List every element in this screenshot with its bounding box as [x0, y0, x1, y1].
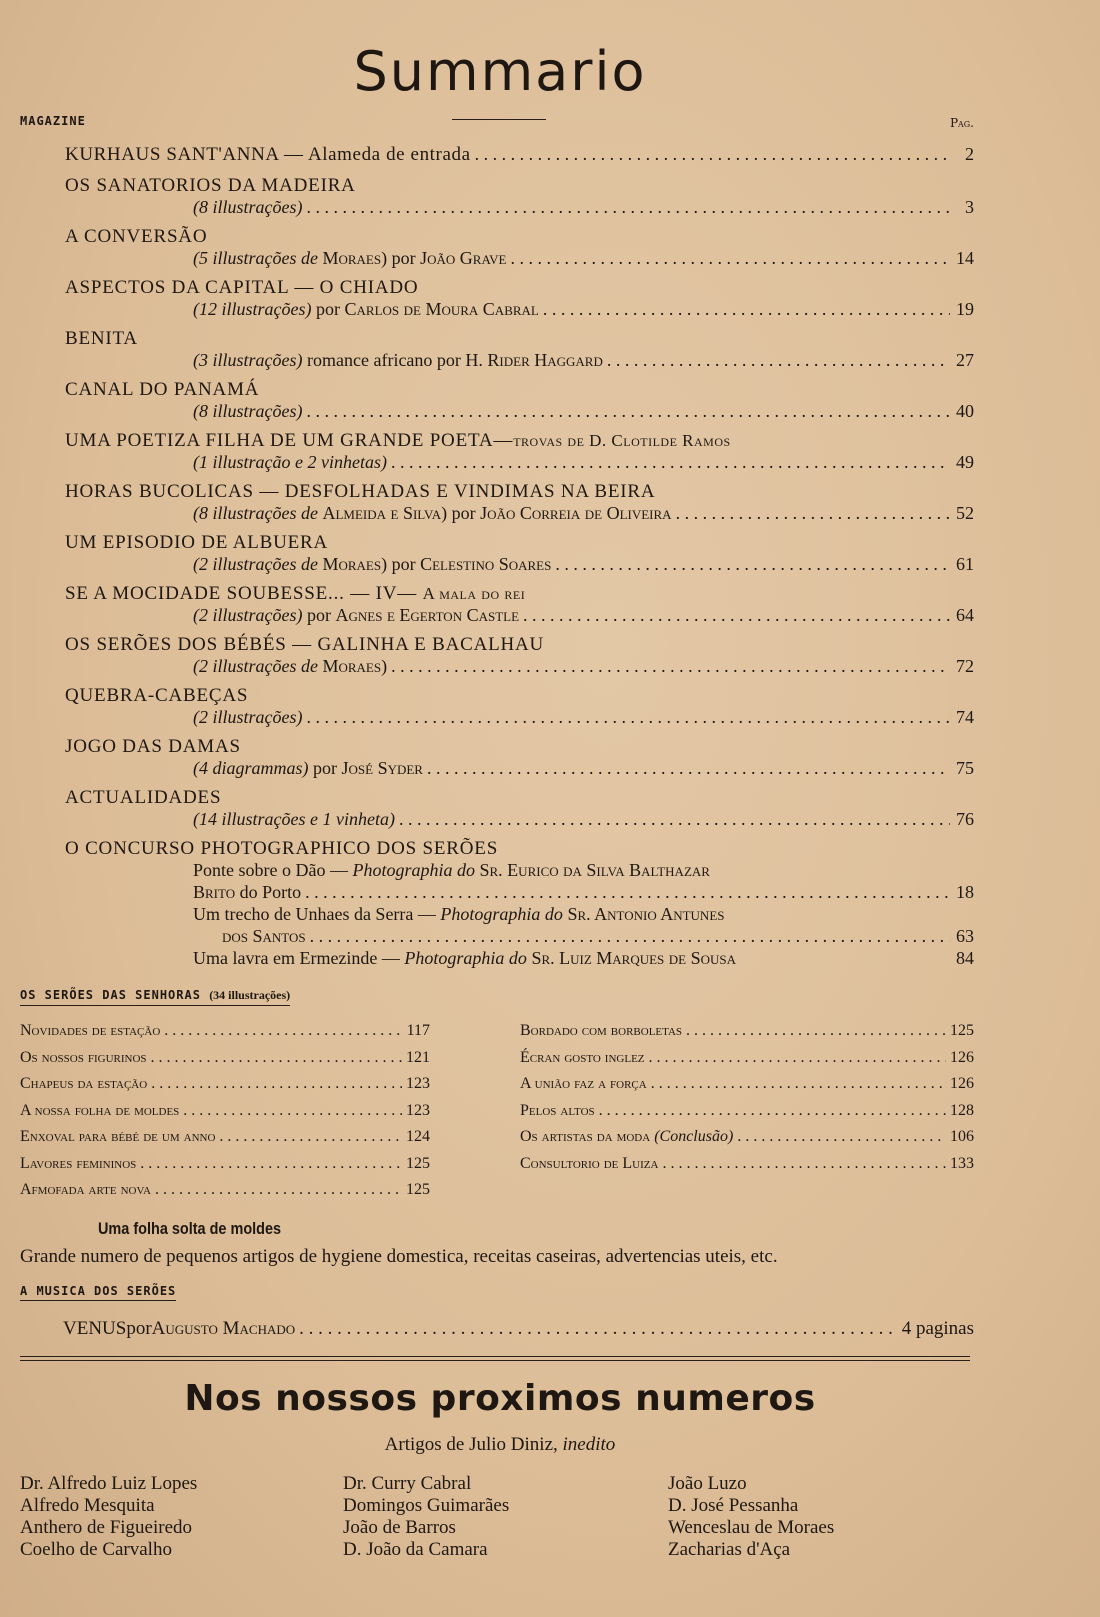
toc-entry	[65, 144, 974, 166]
magazine-header: MAGAZINE	[20, 114, 86, 128]
entry-page: 84	[956, 948, 974, 968]
list-item	[20, 1102, 430, 1129]
entry-desc: (8 illustrações)	[193, 401, 303, 421]
list-item	[520, 1022, 974, 1049]
item-page: 124	[406, 1128, 430, 1145]
entry-desc-rest: por	[311, 299, 345, 319]
item-label: Enxoval para bébé de um anno	[20, 1128, 216, 1145]
senhoras-left-column	[20, 1022, 430, 1208]
list-item	[520, 1102, 974, 1129]
senhoras-header-note: (34 illustrações)	[209, 988, 291, 1002]
entry-desc: (12 illustrações)	[193, 299, 312, 319]
entry-desc: (3 illustrações)	[193, 350, 303, 370]
photo-entry-line1	[193, 860, 970, 881]
entry-title: CANAL DO PANAMÁ	[65, 379, 260, 400]
entry-author: João Correia de Oliveira	[480, 503, 672, 523]
entry-title: BENITA	[65, 328, 138, 349]
author-name: Dr. Curry Cabral	[343, 1473, 472, 1494]
entry-desc: (8 illustrações de	[193, 503, 323, 523]
entry-title-main: UMA POETIZA FILHA DE UM GRANDE POETA—	[65, 430, 514, 451]
photo-caption: Um trecho de Unhaes da Serra —	[193, 904, 441, 924]
photo-author: Sr. Antonio Antunes	[567, 904, 725, 924]
photo-author-rest: do Porto	[235, 882, 302, 902]
entry-illustrator: Moraes	[322, 248, 382, 268]
entry-page: 27	[956, 350, 974, 370]
photo-credit: Photographia do	[440, 904, 568, 924]
author-name: Wenceslau de Moraes	[668, 1517, 835, 1538]
entry-subtitle: trovas de D. Clotilde Ramos	[513, 431, 731, 450]
photo-credit: Photographia do	[352, 860, 480, 880]
musica-header: A MUSICA DOS SERÕES	[20, 1284, 176, 1301]
entry-page: 19	[956, 299, 974, 319]
toc-entry	[193, 197, 974, 218]
folha-heading: Uma folha solta de moldes	[98, 1219, 282, 1238]
entry-title: O CONCURSO PHOTOGRAPHICO DOS SERÕES	[65, 838, 499, 859]
entry-page: 2	[965, 144, 974, 164]
item-page: 125	[950, 1022, 974, 1039]
entry-title: QUEBRA-CABEÇAS	[65, 685, 249, 706]
musica-entry	[63, 1318, 974, 1340]
entry-title: OS SERÕES DOS BÉBÉS — GALINHA E BACALHAU	[65, 634, 545, 655]
entry-desc: (2 illustrações de	[193, 656, 323, 676]
musica-author: Augusto Machado	[151, 1318, 296, 1339]
header-rule	[452, 119, 546, 120]
entry-title	[65, 430, 731, 452]
entry-illustrator: Almeida e Silva	[322, 503, 442, 523]
author-name: Anthero de Figueiredo	[20, 1517, 193, 1538]
entry-page: 64	[956, 605, 974, 625]
author-name: Dr. Alfredo Luiz Lopes	[20, 1473, 198, 1494]
entry-title: A CONVERSÃO	[65, 226, 208, 247]
photo-author: dos Santos	[222, 926, 306, 946]
photo-entry-line2	[222, 926, 974, 947]
entry-illustrator: Moraes	[322, 656, 382, 676]
item-label: Bordado com borboletas	[520, 1022, 683, 1039]
entry-title: ASPECTOS DA CAPITAL — O CHIADO	[65, 277, 419, 298]
musica-pages: 4 paginas	[901, 1318, 974, 1339]
entry-desc-rest: por	[308, 758, 342, 778]
item-label: Écran gosto inglez	[520, 1048, 645, 1066]
photo-author: Sr. Eurico da Silva Balthazar	[479, 860, 710, 880]
item-page: 133	[950, 1154, 974, 1172]
item-label: Consultorio de Luiza	[520, 1154, 659, 1172]
toc-entry	[193, 554, 974, 575]
toc-entry	[193, 758, 974, 779]
page-title: Summario	[353, 40, 647, 103]
entry-subtitle: A mala do rei	[422, 584, 526, 603]
photo-author: Brito	[193, 882, 236, 902]
proximos-subtitle	[0, 1434, 1000, 1456]
authors-column-1	[20, 1473, 197, 1561]
musica-title: VENUS	[63, 1318, 127, 1339]
musica-by: por	[126, 1318, 152, 1339]
entry-title-main: SE A MOCIDADE SOUBESSE... — IV—	[65, 583, 423, 604]
item-label: Afmofada arte nova	[20, 1181, 151, 1198]
author-name: João de Barros	[343, 1517, 456, 1538]
toc-entry	[193, 452, 974, 473]
entry-desc: (2 illustrações)	[193, 707, 303, 727]
item-label-note: (Conclusão)	[654, 1128, 734, 1145]
entry-desc: (4 diagrammas)	[193, 758, 309, 778]
entry-title	[65, 583, 525, 605]
item-label: Lavores femininos	[20, 1154, 137, 1172]
item-page: 126	[950, 1048, 974, 1066]
entry-page: 3	[965, 197, 974, 217]
entry-author: José Syder	[341, 758, 423, 778]
item-label: A nossa folha de moldes	[20, 1101, 180, 1119]
list-item	[20, 1155, 430, 1182]
item-label: Pelos altos	[520, 1101, 595, 1119]
item-label: A união faz a força	[520, 1075, 647, 1092]
toc-entry	[193, 605, 974, 626]
list-item	[20, 1022, 430, 1049]
list-item	[520, 1155, 974, 1182]
author-name: João Luzo	[668, 1473, 747, 1494]
toc-entry	[193, 401, 974, 422]
entry-page: 52	[956, 503, 974, 523]
author-name: Domingos Guimarães	[343, 1495, 510, 1516]
entry-page: 75	[956, 758, 974, 778]
entry-desc: (2 illustrações de	[193, 554, 323, 574]
entry-desc-rest: ) por	[381, 554, 421, 574]
photo-entry-line2	[193, 882, 974, 903]
item-page: 117	[406, 1022, 430, 1039]
entry-desc-rest: ) por	[441, 503, 481, 523]
toc-entry	[193, 707, 974, 728]
author-name: D. José Pessanha	[668, 1495, 799, 1516]
item-page: 128	[950, 1101, 974, 1119]
list-item	[520, 1049, 974, 1076]
author-name: Coelho de Carvalho	[20, 1539, 172, 1560]
item-page: 126	[950, 1075, 974, 1092]
senhoras-header-label: OS SERÕES DAS SENHORAS	[20, 988, 201, 1002]
divider	[20, 1356, 970, 1361]
toc-entry	[193, 656, 974, 677]
entry-title: ACTUALIDADES	[65, 787, 222, 808]
item-page: 106	[950, 1128, 974, 1145]
entry-page: 63	[956, 926, 974, 946]
entry-page: 74	[956, 707, 974, 727]
entry-author: H. Rider Haggard	[465, 350, 603, 370]
entry-page: 72	[956, 656, 974, 676]
authors-column-2	[343, 1473, 509, 1561]
list-item	[520, 1075, 974, 1102]
toc-entry	[193, 299, 974, 320]
entry-desc-rest: ) por	[381, 248, 421, 268]
entry-desc: (5 illustrações de	[193, 248, 323, 268]
entry-author: Carlos de Moura Cabral	[344, 299, 539, 319]
entry-page: 18	[956, 882, 974, 902]
entry-author: Celestino Soares	[420, 554, 552, 574]
entry-title: UM EPISODIO DE ALBUERA	[65, 532, 329, 553]
author-name: Zacharias d'Aça	[668, 1539, 791, 1560]
pag-label: Pag.	[949, 116, 974, 130]
item-label: Os artistas da moda	[520, 1128, 655, 1145]
extra-text: Grande numero de pequenos artigos de hygiene domestica, receitas caseiras, advertencias uteis, etc.	[20, 1246, 778, 1267]
entry-desc: (14 illustrações e 1 vinheta)	[193, 809, 395, 829]
list-item	[520, 1128, 974, 1155]
entry-desc-rest: romance africano por	[302, 350, 466, 370]
photo-author: Sr. Luiz Marques de Sousa	[531, 948, 737, 968]
photo-entry-line1	[193, 948, 974, 969]
entry-title: HORAS BUCOLICAS — DESFOLHADAS E VINDIMAS NA BEIRA	[65, 481, 656, 502]
list-item	[20, 1181, 430, 1208]
list-item	[20, 1075, 430, 1102]
entry-desc: (1 illustração e 2 vinhetas)	[193, 452, 387, 472]
entry-title: JOGO DAS DAMAS	[65, 736, 241, 757]
author-name: Alfredo Mesquita	[20, 1495, 155, 1516]
entry-desc-rest: )	[381, 656, 388, 676]
entry-illustrator: Moraes	[322, 554, 382, 574]
entry-page: 61	[956, 554, 974, 574]
proximos-title: Nos nossos proximos numeros	[184, 1378, 816, 1419]
author-name: D. João da Camara	[343, 1539, 488, 1560]
entry-title: KURHAUS SANT'ANNA —	[65, 144, 308, 165]
entry-title: OS SANATORIOS DA MADEIRA	[65, 175, 356, 196]
proximos-subtitle-text: Artigos de Julio Diniz,	[384, 1434, 563, 1455]
authors-column-3	[668, 1473, 834, 1561]
senhoras-header	[20, 988, 290, 1006]
entry-author: Agnes e Egerton Castle	[335, 605, 520, 625]
photo-credit: Photographia do	[404, 948, 532, 968]
photo-caption: Uma lavra em Ermezinde —	[193, 948, 405, 968]
toc-entry	[193, 809, 974, 830]
list-item	[20, 1128, 430, 1155]
item-page: 121	[406, 1048, 430, 1066]
item-page: 125	[406, 1154, 430, 1172]
item-label: Os nossos figurinos	[20, 1048, 147, 1066]
photo-entry-line1	[193, 904, 970, 925]
entry-desc-rest: por	[302, 605, 336, 625]
item-label: Chapeus da estação	[20, 1075, 148, 1092]
toc-entry	[193, 503, 974, 524]
photo-caption: Ponte sobre o Dão —	[193, 860, 353, 880]
entry-subtitle: Alameda de entrada	[307, 144, 471, 165]
proximos-subtitle-italic: inedito	[562, 1434, 616, 1455]
entry-page: 40	[956, 401, 974, 421]
toc-entry	[193, 350, 974, 371]
entry-desc: (8 illustrações)	[193, 197, 303, 217]
item-page: 125	[406, 1181, 430, 1198]
entry-page: 14	[956, 248, 974, 268]
list-item	[20, 1049, 430, 1076]
senhoras-right-column	[520, 1022, 974, 1181]
entry-page: 49	[956, 452, 974, 472]
entry-desc: (2 illustrações)	[193, 605, 303, 625]
item-label: Novidades de estação	[20, 1022, 161, 1039]
toc-entry	[193, 248, 974, 269]
entry-page: 76	[956, 809, 974, 829]
item-page: 123	[406, 1101, 430, 1119]
entry-author: João Grave	[420, 248, 507, 268]
item-page: 123	[406, 1075, 430, 1092]
